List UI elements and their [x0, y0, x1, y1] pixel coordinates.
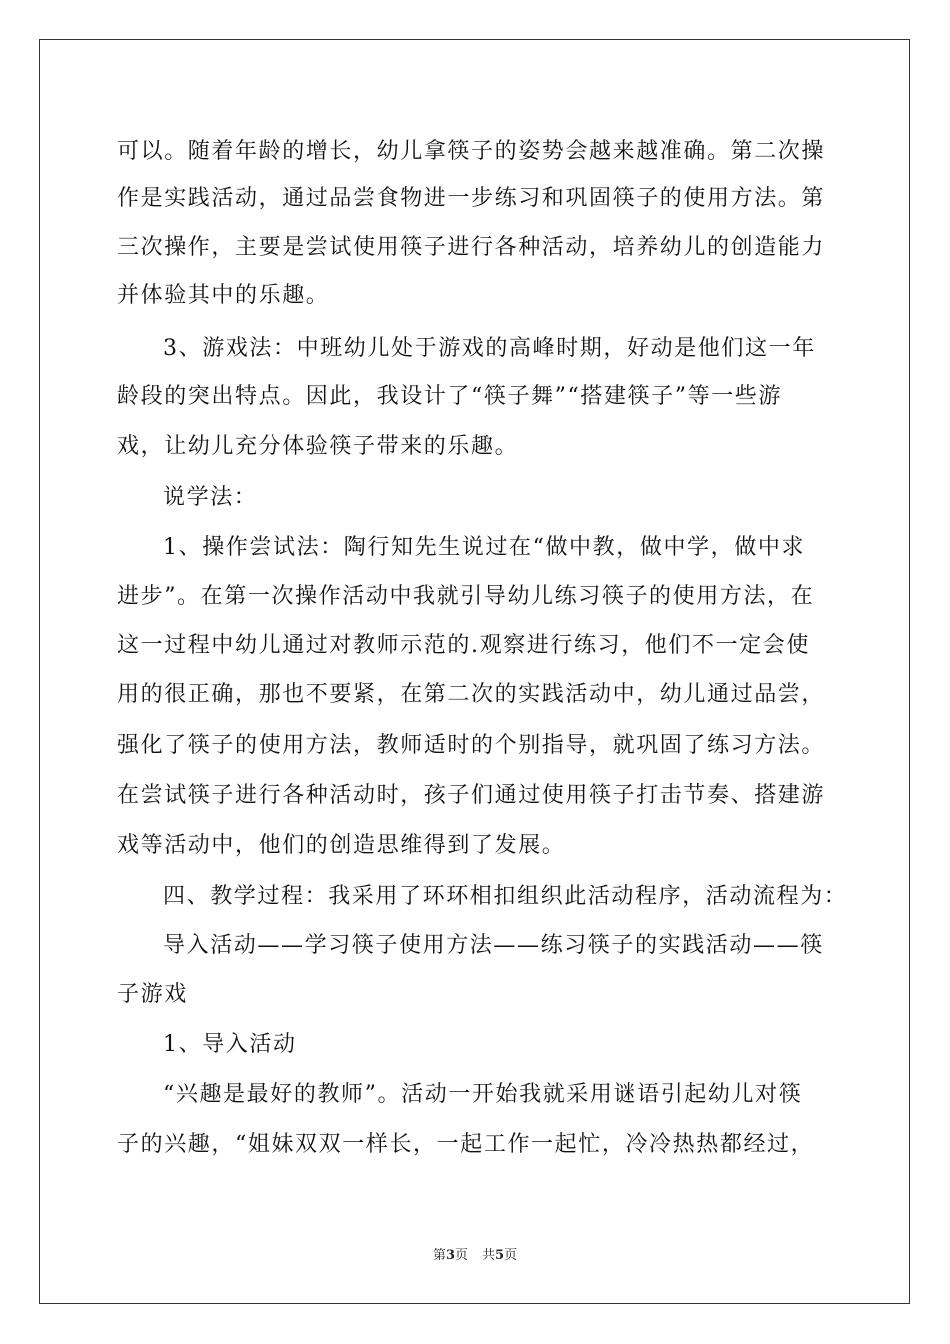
- text-line: 并体验其中的乐趣。: [117, 283, 330, 308]
- text-line: 作是实践活动，通过品尝食物进一步练习和巩固筷子的使用方法。第: [117, 186, 826, 211]
- text-line: 1、导入活动: [163, 1032, 297, 1057]
- text-line: 戏等活动中，他们的创造思维得到了发展。: [117, 833, 566, 858]
- total-prefix: 共: [482, 1248, 496, 1263]
- text-line: 这一过程中幼儿通过对教师示范的.观察进行练习，他们不一定会使: [117, 633, 810, 658]
- page-suffix: 页: [454, 1248, 468, 1263]
- total-pages: 5: [495, 1248, 505, 1263]
- page-footer: [0, 1248, 950, 1264]
- text-line: 戏，让幼儿充分体验筷子带来的乐趣。: [117, 434, 519, 459]
- text-line: 说学法：: [163, 485, 258, 510]
- text-line: 三次操作，主要是尝试使用筷子进行各种活动，培养幼儿的创造能力: [117, 235, 826, 260]
- text-line: 1、操作尝试法：陶行知先生说过在“做中教，做中学，做中求: [163, 535, 806, 560]
- text-line: 强化了筷子的使用方法，教师适时的个别指导，就巩固了练习方法。: [117, 733, 826, 758]
- page-prefix: 第: [432, 1248, 446, 1263]
- text-line: 导入活动——学习筷子使用方法——练习筷子的实践活动——筷: [163, 933, 824, 958]
- text-line: 子游戏: [117, 982, 188, 1007]
- text-line: 在尝试筷子进行各种活动时，孩子们通过使用筷子打击节奏、搭建游: [117, 783, 826, 808]
- page-number: 3: [445, 1248, 455, 1263]
- total-suffix: 页: [504, 1248, 518, 1263]
- page-frame: [39, 39, 910, 1304]
- text-line: “兴趣是最好的教师”。活动一开始我就采用谜语引起幼儿对筷: [163, 1082, 803, 1107]
- text-line: 四、教学过程：我采用了环环相扣组织此活动程序，活动流程为：: [163, 884, 848, 909]
- text-line: 用的很正确，那也不要紧，在第二次的实践活动中，幼儿通过品尝，: [117, 682, 826, 707]
- text-line: 龄段的突出特点。因此，我设计了“筷子舞”“搭建筷子”等一些游: [117, 384, 782, 409]
- text-line: 3、游戏法：中班幼儿处于游戏的高峰时期，好动是他们这一年: [163, 336, 816, 361]
- text-line: 子的兴趣，“姐妹双双一样长，一起工作一起忙，冷冷热热都经过，: [117, 1132, 815, 1157]
- text-line: 可以。随着年龄的增长，幼儿拿筷子的姿势会越来越准确。第二次操: [117, 139, 826, 164]
- text-line: 进步”。在第一次操作活动中我就引导幼儿练习筷子的使用方法，在: [117, 584, 815, 609]
